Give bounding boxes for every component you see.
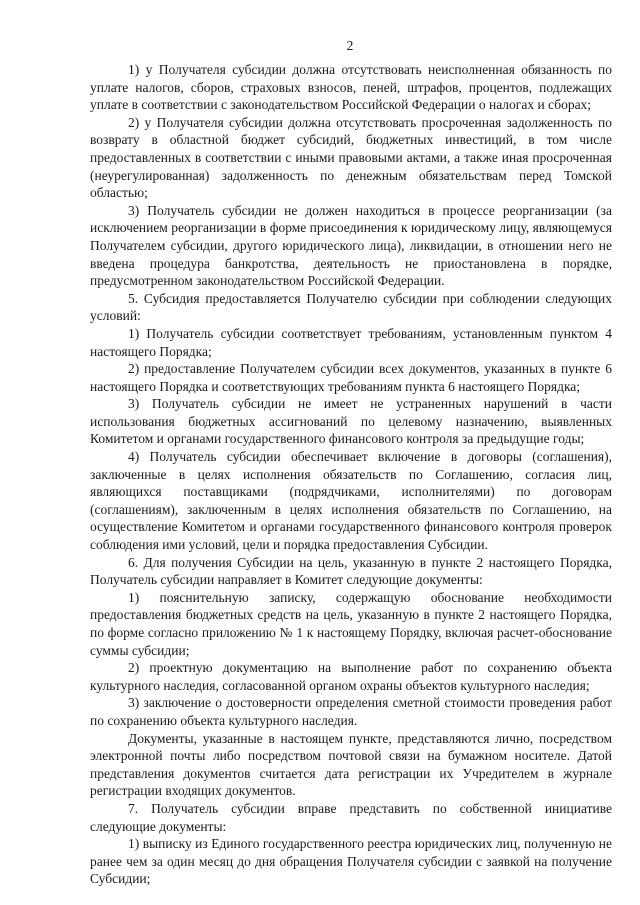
paragraph: 4) Получатель субсидии обеспечивает включение в договоры (соглашения), заключенные в целях исполнения обязательств по Соглашению, согласия лиц, являющихся поставщиками (подрядчиками, исполнителями) по договорам (соглашениям), заключенным в целях исполнения обязательств по Соглашению, на осуществление Комитетом и органами государственного финансового контроля проверок соблюдения ими условий, цели и порядка предоставления Субсидии. xyxy=(90,449,612,553)
paragraph: 1) пояснительную записку, содержащую обоснование необходимости предоставления бюджетных средств на цель, указанную в пункте 2 настоящего Порядка, по форме согласно приложению № 1 к настоящему Порядку, включая расчет-обоснование суммы субсидии; xyxy=(90,589,612,658)
paragraph: 7. Получатель субсидии вправе представить по собственной инициативе следующие документы: xyxy=(90,800,612,834)
document-body xyxy=(90,61,612,888)
paragraph: 2) у Получателя субсидии должна отсутствовать просроченная задолженность по возврату в областной бюджет субсидий, бюджетных инвестиций, в том числе предоставленных в соответствии с иными правовыми актами, а также иная просроченная (неурегулированная) задолженность по денежным обязательствам перед Томской областью; xyxy=(90,114,612,201)
paragraph: 2) предоставление Получателем субсидии всех документов, указанных в пункте 6 настоящего Порядка и соответствующих требованиям пункта 6 настоящего Порядка; xyxy=(90,361,612,394)
paragraph: Документы, указанные в настоящем пункте, представляются лично, посредством электронной почты либо посредством почтовой связи на бумажном носителе. Датой представления документов считается дата регистрации их Учредителем в журнале регистрации входящих документов. xyxy=(90,730,612,799)
paragraph: 3) заключение о достоверности определения сметной стоимости проведения работ по сохранению объекта культурного наследия. xyxy=(90,695,612,728)
paragraph: 3) Получатель субсидии не имеет не устраненных нарушений в части использования бюджетных ассигнований по целевому назначению, выявленных Комитетом и органами государственного финансового контроля за предыдущие годы; xyxy=(90,396,612,447)
paragraph: 1) у Получателя субсидии должна отсутствовать неисполненная обязанность по уплате налогов, сборов, страховых взносов, пеней, штрафов, процентов, подлежащих уплате в соответствии с законодательством Российской Федерации о налогах и сборах; xyxy=(90,62,612,113)
paragraph: 6. Для получения Субсидии на цель, указанную в пункте 2 настоящего Порядка, Получатель субсидии направляет в Комитет следующие документы: xyxy=(90,554,612,588)
page-number: 2 xyxy=(346,38,354,53)
paragraph: 5. Субсидия предоставляется Получателю субсидии при соблюдении следующих условий: xyxy=(90,290,612,324)
paragraph: 2) проектную документацию на выполнение работ по сохранению объекта культурного наследия, согласованной органом охраны объектов культурного наследия; xyxy=(90,660,612,693)
paragraph: 3) Получатель субсидии не должен находиться в процессе реорганизации (за исключением реорганизации в форме присоединения к юридическому лицу, являющемуся Получателем субсидии, другого юридического лица), ликвидации, в отношении него не введена процедура банкротства, деятельность не приостановлена в порядке, предусмотренном законодательством Российской Федерации. xyxy=(90,202,612,289)
paragraph: 1) выписку из Единого государственного реестра юридических лиц, полученную не ранее чем за один месяц до дня обращения Получателя субсидии с заявкой на получение Субсидии; xyxy=(90,836,612,887)
paragraph: 1) Получатель субсидии соответствует требованиям, установленным пунктом 4 настоящего Порядка; xyxy=(90,325,612,359)
